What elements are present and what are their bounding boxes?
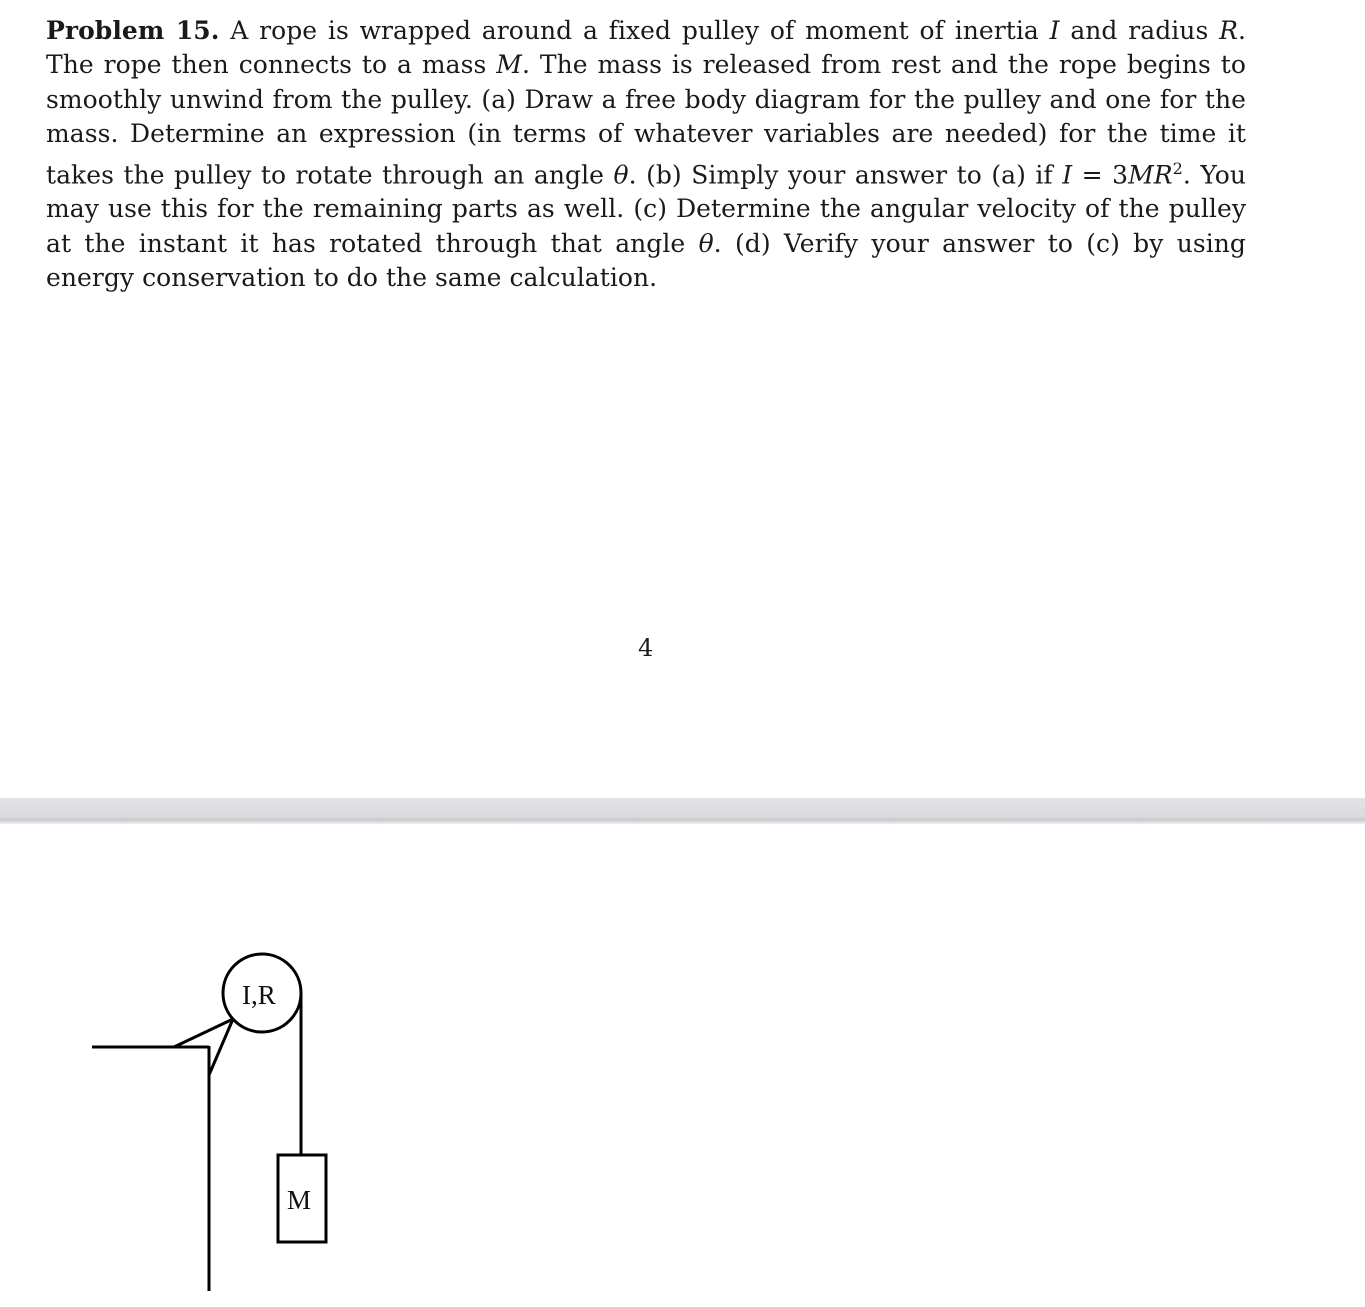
pulley-label: I,R [242, 980, 276, 1010]
math-variable: M [496, 50, 522, 80]
math-variable: I [1049, 16, 1060, 45]
problem-text-segment: . You may use this for the remaining parts as well. (c) Determine the angular velocity of the pulley at the instant it has rotated through that angle [46, 159, 1246, 258]
math-exponent: 2 [1172, 158, 1183, 178]
problem-text [46, 14, 1246, 296]
problem-text-segment: A rope is wrapped around a fixed pulley of moment of inertia [219, 16, 1050, 45]
problem-text-segment: . (b) Simply your answer to (a) if [628, 159, 1063, 189]
pulley-diagram [0, 824, 1365, 1307]
problem-text-segment: . (d) Verify your answer to (c) by using energy conservation to do the same calculation. [46, 228, 1246, 293]
math-text: = 3 [1072, 159, 1129, 189]
math-variable: θ [698, 228, 714, 258]
page-separator [0, 798, 1365, 824]
math-variable: R [1219, 16, 1238, 45]
problem-text-segment: . The mass is released from rest and the rope begins to smoothly unwind from the pulley. (a) Draw a free body diagram for the pulley and one for the mass. Determine an expression (in terms of whatever variables are needed) for the time it takes the pulley to rotate through an angle [46, 50, 1246, 189]
problem-text-segment: and radius [1059, 16, 1220, 45]
problem-text-segment: . The rope then connects to a mass [46, 16, 1246, 80]
page-number: 4 [638, 634, 654, 662]
document-page-next [0, 824, 1365, 1307]
mass-label: M [287, 1185, 312, 1215]
problem-label: Problem 15. [46, 16, 220, 45]
math-variable: MR [1128, 159, 1173, 189]
math-variable: θ [613, 159, 629, 189]
math-variable: I [1062, 159, 1073, 189]
